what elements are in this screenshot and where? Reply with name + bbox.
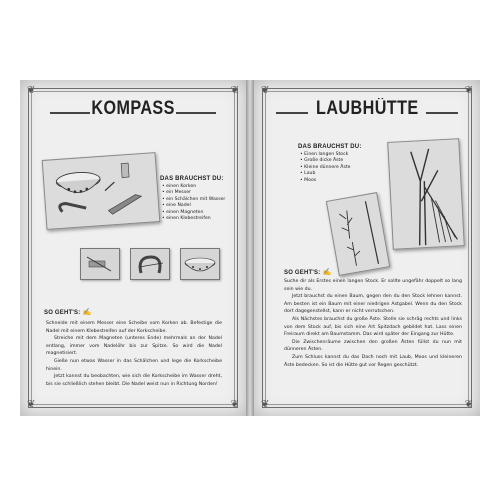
ornament-icon: ❦ [27,85,36,96]
title-rule-right [176,112,216,114]
paragraph: Gieße nun etwas Wasser in das Schälchen und lege die Korkscheibe hinein. [46,358,222,372]
list-item: • einen Klebestreifen [162,216,238,222]
paragraph: Jetzt brauchst du einen Baum, gegen den du den Stock lehnen kannst. Am besten ist ein Baum mit einer niedrigen Astgabel. Wenn du den Stock dort dagegenstellst, kann er nicht verrutschen. [284,294,462,315]
list-item: • Große dicke Äste [300,158,380,164]
materials-heading: DAS BRAUCHST DU: [298,144,362,150]
materials-list [162,184,238,222]
ornament-icon: ❦ [261,85,270,96]
paragraph: Die Zwischenräume zwischen den großen Ästen füllst du nun mit dünneren Ästen. [284,339,462,353]
ornament-icon: ❦ [230,399,239,410]
materials-heading: DAS BRAUCHST DU: [160,176,224,182]
ornament-icon: ❦ [464,399,473,410]
list-item: • Moos [300,178,380,184]
materials-list [300,152,380,184]
instructions-text [284,278,462,369]
howto-heading [44,308,91,316]
pen-icon: ✍ [82,309,92,316]
list-item: • Kleine dünnere Äste [300,165,380,171]
page-title: KOMPASS [91,98,175,119]
howto-heading-text: SO GEHT'S: [44,310,81,316]
howto-heading-text: SO GEHT'S: [284,270,321,276]
paragraph: Schneide mit einem Messer eine Scheibe vom Korken ab. Befestige die Nadel mit einem Klebestreifen auf der Korkscheibe. [46,321,222,334]
list-item: • ein Messer [162,190,238,196]
ornament-icon: ❦ [261,399,270,410]
list-item: • einen Magneten [162,210,238,216]
paragraph: Suche dir als Erstes einen langen Stock. Er sollte ungefähr doppelt so lang sein wie du. [284,279,462,292]
pen-icon: ✍ [322,269,332,276]
compass-materials-illustration [42,152,161,230]
list-item: • eine Nadel [162,203,238,209]
paragraph: Streiche mit dem Magneten (unteres Ende) mehrmals an der Nadel entlang, immer vom Nadelöhr bis zur Spitze. So wird die Nadel magnetisiert. [46,336,222,357]
paragraph: Als Nächstes brauchst du große Äste. Stelle sie schräg rechts und links von dem Stock auf, bis sich eine Art Spitzdach gebildet hat. Lass einen Freiraum direkt am Baumstamm. Das wird später der Eingang zur Hütte. [284,316,462,338]
shelter-tree-illustration [387,138,465,250]
book-spread [20,80,480,416]
page-right-laubhuette [254,80,480,416]
ornament-icon: ❦ [230,85,239,96]
title-rule-left [50,112,90,114]
book-gutter [246,80,254,416]
list-item: • Laub [300,171,380,177]
paragraph: Zum Schluss kannst du das Dach noch mit Laub, Moos und kleineren Äste bedecken. So ist die Hütte gut vor Regen geschützt. [284,354,462,368]
page-left-kompass [20,80,246,416]
title-rule-left [276,112,308,114]
step-illustration-magnet [130,248,170,280]
ornament-icon: ❦ [464,85,473,96]
howto-heading [284,268,331,276]
page-title: LAUBHÜTTE [315,98,419,119]
step-illustration-bowl [180,248,220,280]
list-item: • ein Schälchen mit Wasser [162,197,238,203]
paragraph: Jetzt kannst du beobachten, wie sich die Korkscheibe im Wasser dreht, bis sie schließlich stehen bleibt. Die Nadel weist nun in Richtung Norden! [46,374,222,387]
list-item: • einen Korken [162,184,238,190]
title-rule-right [426,112,458,114]
list-item: • Einen langen Stock [300,152,380,158]
ornament-icon: ❦ [27,399,36,410]
instructions-text [46,320,222,388]
step-illustration-cutting [80,248,120,280]
